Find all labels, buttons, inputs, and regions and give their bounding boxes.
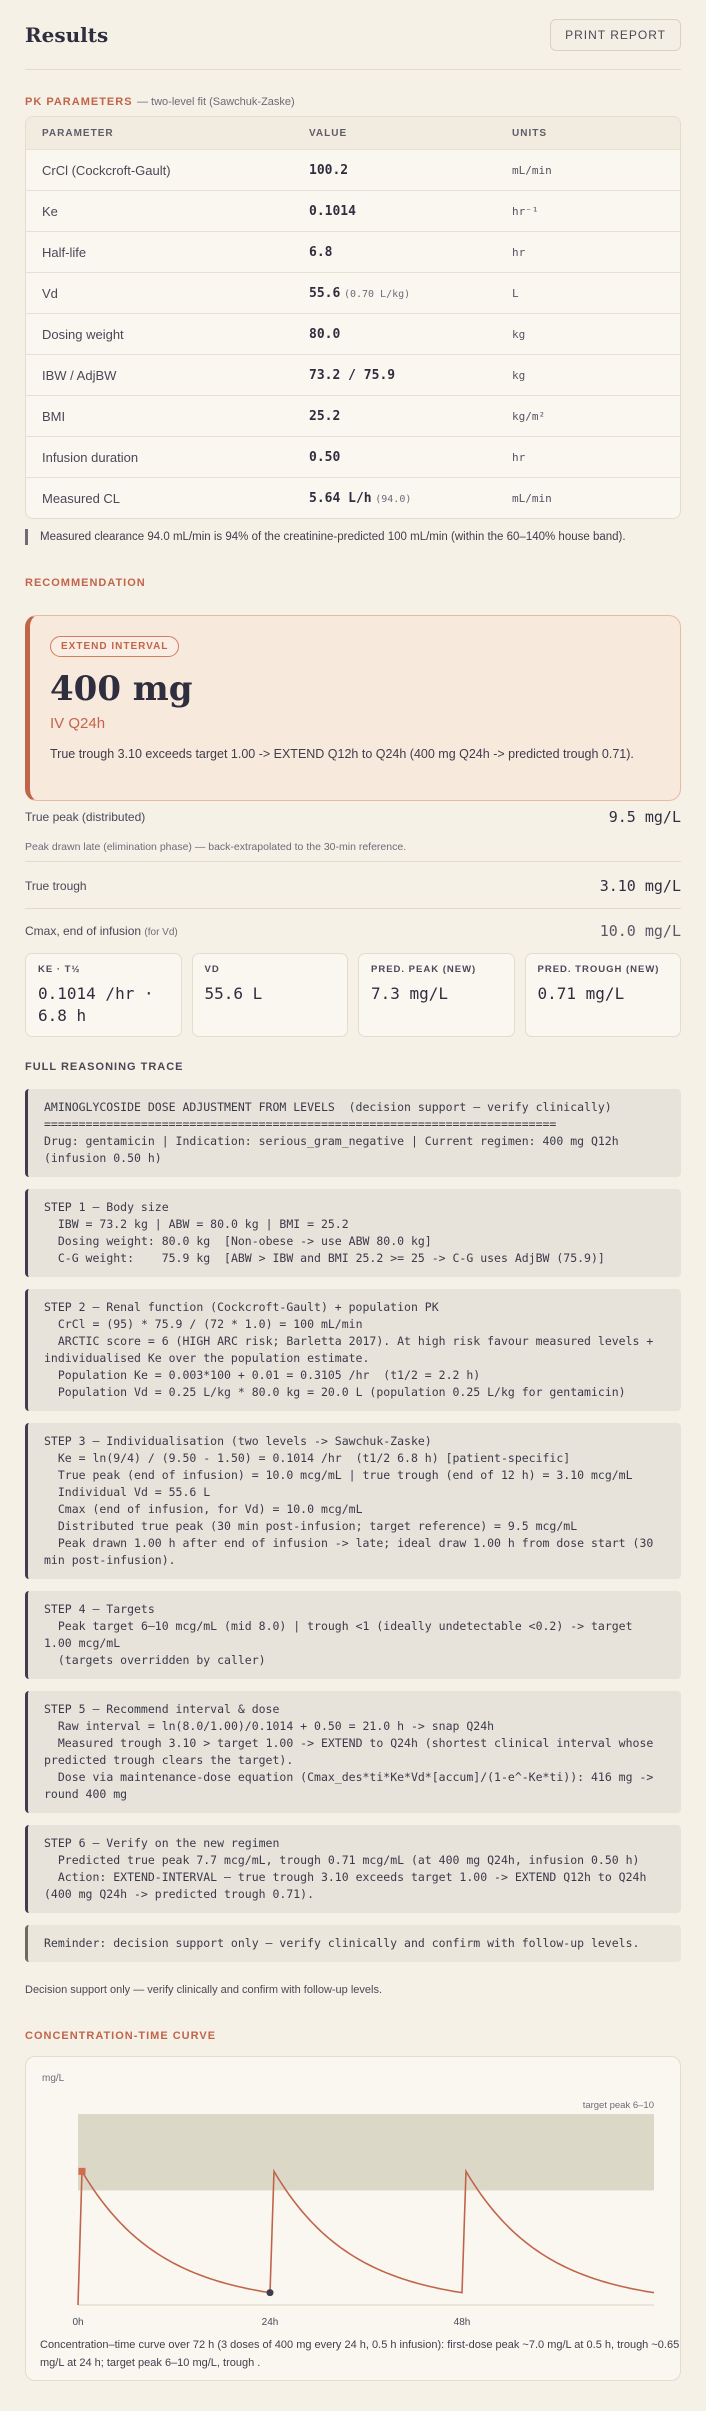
- table-row: [26, 395, 680, 436]
- cmax-label: Cmax, end of infusion: [25, 924, 142, 938]
- tile-label: PRED. TROUGH (NEW): [537, 964, 660, 975]
- peak-marker: [79, 2168, 86, 2175]
- tile-label: VD: [204, 964, 220, 975]
- param-value: 5.64 L/h: [309, 491, 372, 506]
- print-report-button[interactable]: PRINT REPORT: [550, 19, 681, 51]
- param-value: 55.6: [309, 286, 341, 301]
- recommended-dose: 400 mg: [50, 669, 193, 709]
- tile-value: 0.1014 /hr · 6.8 h: [38, 984, 154, 1025]
- y-axis-label: mg/L: [42, 2073, 65, 2084]
- param-unit: kg: [512, 327, 526, 341]
- trace-block-header: AMINOGLYCOSIDE DOSE ADJUSTMENT FROM LEVELS (decision support — verify clinically) ========================================================================== Drug: gentamicin | Indication: serious_gram_negative | Current regimen: 400 mg Q12h (infusion 0.50 h): [25, 1089, 681, 1177]
- x-tick-label: 24h: [261, 2317, 279, 2328]
- target-band-label: target peak 6–10: [582, 2100, 654, 2112]
- param-value: 25.2: [309, 409, 341, 424]
- param-unit: L: [512, 286, 519, 300]
- recommendation-text: True trough 3.10 exceeds target 1.00 -> EXTEND Q12h to Q24h (400 mg Q24h -> predicted trough 0.71).: [50, 747, 634, 761]
- param-unit: hr: [512, 245, 526, 259]
- trace-reminder: Reminder: decision support only — verify clinically and confirm with follow-up levels.: [25, 1925, 681, 1962]
- pk-parameters-table: [25, 116, 681, 519]
- trace-block-step-1: STEP 1 — Body size IBW = 73.2 kg | ABW = 80.0 kg | BMI = 25.2 Dosing weight: 80.0 kg [Non-obese -> use ABW 80.0 kg] C-G weight: 75.9 kg [ABW > IBW and BMI 25.2 >= 25 -> C-G uses AdjBW (75.9)]: [25, 1189, 681, 1277]
- page-title: Results: [25, 22, 109, 47]
- true-trough-label: True trough: [25, 879, 87, 893]
- results-header: [25, 0, 681, 70]
- param-name: Half-life: [42, 244, 87, 260]
- param-name: Infusion duration: [42, 449, 139, 465]
- trough-marker: [267, 2289, 274, 2296]
- tile-value: 7.3 mg/L: [371, 984, 449, 1003]
- column-header-value: VALUE: [309, 127, 348, 139]
- peak-note: Peak drawn late (elimination phase) — back-extrapolated to the 30-min reference.: [25, 841, 407, 853]
- param-note: (0.70 L/kg): [343, 289, 411, 300]
- table-row: [26, 231, 680, 272]
- table-row: [26, 354, 680, 395]
- param-name: IBW / AdjBW: [42, 367, 117, 383]
- trace-block-step-3: STEP 3 — Individualisation (two levels -> Sawchuk-Zaske) Ke = ln(9/4) / (9.50 - 1.50) = 0.1014 /hr (t1/2 6.8 h) [patient-specific] True peak (end of infusion) = 10.0 mcg/mL | true trough (end of 12 h) = 3.10 mcg/mL Individual Vd = 55.6 L Cmax (end of infusion, for Vd) = 10.0 mcg/mL Distributed true peak (30 min post-infusion; target reference) = 9.5 mcg/mL Peak drawn 1.00 h after end of infusion -> late; ideal draw 1.00 h from dose start (30 min post-infusion).: [25, 1423, 681, 1579]
- column-header-units: UNITS: [512, 127, 547, 139]
- curve-section-label: CONCENTRATION-TIME CURVE: [25, 2030, 217, 2042]
- trace-block-step-5: STEP 5 — Recommend interval & dose Raw interval = ln(8.0/1.00)/0.1014 + 0.50 = 21.0 h -> snap Q24h Measured trough 3.10 > target 1.00 -> EXTEND to Q24h (shortest clinical interval whose predicted trough clears the target). Dose via maintenance-dose equation (Cmax_des*ti*Ke*Vd*[accum]/(1-e^-Ke*ti)): 416 mg -> round 400 mg: [25, 1691, 681, 1813]
- tile-value: 0.71 mg/L: [537, 984, 625, 1003]
- param-unit: hr: [512, 450, 526, 464]
- x-tick-label: 48h: [453, 2317, 471, 2328]
- x-tick-label: 0h: [72, 2317, 84, 2328]
- param-name: Measured CL: [42, 490, 121, 506]
- param-value: 73.2 / 75.9: [309, 368, 396, 383]
- param-note: (94.0): [375, 494, 412, 505]
- param-unit: mL/min: [512, 491, 552, 505]
- tile-ke-half-life: [25, 953, 182, 1037]
- param-unit: kg/m²: [512, 409, 546, 423]
- tile-label: KE · T½: [38, 964, 81, 975]
- pk-section-label: PK PARAMETERS: [25, 96, 133, 108]
- true-peak-label: True peak (distributed): [25, 810, 146, 824]
- param-name: Dosing weight: [42, 326, 124, 342]
- true-trough-row: [25, 876, 681, 896]
- param-unit: mL/min: [512, 163, 552, 177]
- recommendation-section-label: RECOMMENDATION: [25, 577, 146, 589]
- tile-value: 55.6 L: [204, 984, 263, 1003]
- param-value: 0.50: [309, 450, 341, 465]
- clearance-callout: Measured clearance 94.0 mL/min is 94% of the creatinine-predicted 100 mL/min (within the 60–140% house band).: [25, 529, 681, 545]
- table-row: [26, 436, 680, 477]
- param-name: Vd: [42, 285, 58, 301]
- pk-section-heading: [25, 92, 681, 106]
- trace-section-label: FULL REASONING TRACE: [25, 1061, 184, 1073]
- action-badge: EXTEND INTERVAL: [50, 636, 179, 657]
- table-row: [26, 149, 680, 190]
- series-line: [78, 2171, 654, 2305]
- concentration-time-chart-card: [25, 2056, 681, 2381]
- chart-caption: Concentration–time curve over 72 h (3 doses of 400 mg every 24 h, 0.5 h infusion): first-dose peak ~7.0 mg/L at 0.5 h, trough ~0.65 mg/L at 24 h; target peak 6–10 mg/L, trough .: [40, 2339, 680, 2369]
- true-peak-value: 9.5 mg/L: [608, 808, 681, 826]
- trace-block-step-2: STEP 2 — Renal function (Cockcroft-Gault) + population PK CrCl = (95) * 75.9 / (72 * 1.0) = 100 mL/min ARCTIC score = 6 (HIGH ARC risk; Barletta 2017). At high risk favour measured levels + individualised Ke over the population estimate. Population Ke = 0.003*100 + 0.01 = 0.3105 /hr (t1/2 = 2.2 h) Population Vd = 0.25 L/kg * 80.0 kg = 20.0 L (population 0.25 L/kg for gentamicin): [25, 1289, 681, 1411]
- true-trough-value: 3.10 mg/L: [599, 877, 681, 895]
- tile-pred-peak: [358, 953, 515, 1037]
- table-row: [26, 313, 680, 354]
- param-value: 100.2: [309, 163, 349, 178]
- cmax-small-label: (for Vd): [144, 927, 178, 938]
- cmax-value: 10.0 mg/L: [599, 922, 681, 940]
- cmax-row: [25, 921, 681, 941]
- param-value: 6.8: [309, 245, 333, 260]
- trace-block-step-4: STEP 4 — Targets Peak target 6–10 mcg/mL (mid 8.0) | trough <1 (ideally undetectable <0.2) -> target 1.00 mcg/mL (targets overridden by caller): [25, 1591, 681, 1679]
- summary-tiles: [25, 953, 681, 1037]
- table-row: [26, 477, 680, 518]
- x-axis-ticks: [72, 2317, 470, 2328]
- concentration-time-chart: [26, 2057, 680, 2332]
- param-value: 0.1014: [309, 204, 356, 219]
- table-row: [26, 190, 680, 231]
- trace-heading: [25, 1057, 681, 1075]
- param-unit: hr⁻¹: [512, 204, 539, 218]
- trace-block-step-6: STEP 6 — Verify on the new regimen Predicted true peak 7.7 mcg/mL, trough 0.71 mcg/mL (at 400 mg Q24h, infusion 0.50 h) Action: EXTEND-INTERVAL — true trough 3.10 exceeds target 1.00 -> EXTEND Q12h to Q24h (400 mg Q24h -> predicted trough 0.71).: [25, 1825, 681, 1913]
- param-unit: kg: [512, 368, 526, 382]
- param-name: BMI: [42, 408, 66, 424]
- decision-support-disclaimer: Decision support only — verify clinically and confirm with follow-up levels.: [25, 1984, 383, 1996]
- param-name: CrCl (Cockcroft-Gault): [42, 162, 171, 178]
- reasoning-trace: [25, 1089, 681, 1962]
- tile-label: PRED. PEAK (NEW): [371, 964, 477, 975]
- tile-vd: [192, 953, 349, 1037]
- true-peak-row: [25, 807, 681, 827]
- column-header-parameter: PARAMETER: [42, 127, 114, 139]
- recommended-regimen: IV Q24h: [50, 715, 106, 732]
- table-header-row: [26, 117, 680, 149]
- curve-heading: [25, 2026, 681, 2044]
- recommendation-card: [25, 615, 681, 801]
- tile-pred-trough: [525, 953, 682, 1037]
- recommendation-heading: [25, 573, 681, 591]
- pk-section-sub: — two-level fit (Sawchuk-Zaske): [136, 96, 295, 108]
- table-row: [26, 272, 680, 313]
- param-name: Ke: [42, 203, 58, 219]
- param-value: 80.0: [309, 327, 341, 342]
- target-peak-band: [78, 2114, 654, 2190]
